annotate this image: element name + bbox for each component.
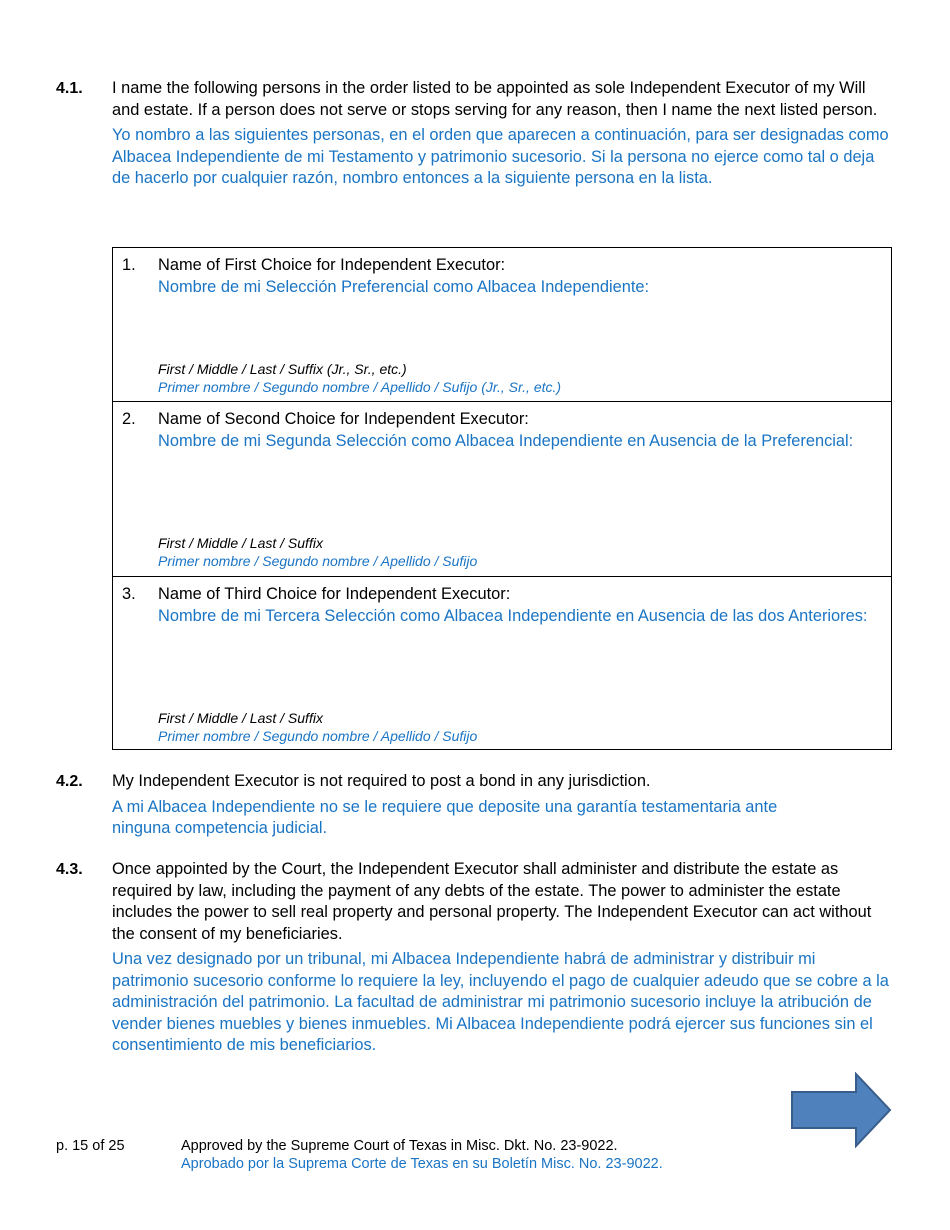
section-text-en: I name the following persons in the order listed to be appointed as sole Independent Executor of my Will and estate. If a person does not serve or stops serving for any reason, then I name the next listed person. [112,79,878,119]
section-text-es: A mi Albacea Independiente no se le requiere que deposite una garantía testamentaria ante ninguna competencia judicial. [112,797,778,837]
section-text-es: Una vez designado por un tribunal, mi Albacea Independiente habrá de administrar y distribuir mi patrimonio sucesorio conforme lo requiere la ley, incluyendo el pago de cualquier adeudo que se cobre a la administración del patrimonio. La facultad de administrar mi patrimonio sucesorio incluye la atribución de vender bienes muebles y bienes inmuebles. Mi Albacea Independiente podrá ejercer sus funciones sin el consentimiento de mis beneficiarios. [112,950,889,1054]
executor-label-en: Name of First Choice for Independent Executor: [158,256,506,274]
right-arrow-icon[interactable] [792,1074,890,1146]
executor-hint-es: Primer nombre / Segundo nombre / Apellido / Sufijo [158,553,478,569]
executor-hint-en: First / Middle / Last / Suffix [158,710,323,726]
executor-label-en: Name of Second Choice for Independent Executor: [158,410,529,428]
executor-row-3[interactable] [113,576,891,749]
executor-label-es: Nombre de mi Segunda Selección como Albacea Independiente en Ausencia de la Preferencial: [158,431,854,450]
executor-hint [158,534,477,570]
executor-row-label [158,255,883,298]
executor-label-en: Name of Third Choice for Independent Executor: [158,585,511,603]
executor-row-number: 1. [122,256,136,274]
executor-hint-en: First / Middle / Last / Suffix [158,535,323,551]
footer-approval-es: Aprobado por la Suprema Corte de Texas en su Boletín Misc. No. 23-9022. [181,1156,663,1172]
executor-row-label [158,409,883,452]
executor-hint [158,360,561,396]
section-4-1 [56,78,892,190]
footer-approval-en: Approved by the Supreme Court of Texas in Misc. Dkt. No. 23-9022. [181,1138,618,1154]
section-text-es: Yo nombro a las siguientes personas, en el orden que aparecen a continuación, para ser designadas como Albacea Independiente de mi Testamento y patrimonio sucesorio. Si la persona no ejerce como tal o deja de hacerlo por cualquier razón, nombro entonces a la siguiente persona en la lista. [112,126,889,187]
executor-hint-en: First / Middle / Last / Suffix (Jr., Sr., etc.) [158,361,407,377]
executor-hint-es: Primer nombre / Segundo nombre / Apellido / Sufijo (Jr., Sr., etc.) [158,379,562,395]
executor-label-es: Nombre de mi Tercera Selección como Albacea Independiente en Ausencia de las dos Anteriores: [158,606,868,625]
section-number: 4.3. [56,861,83,878]
section-4-2 [56,771,892,840]
executor-row-1[interactable] [113,248,891,401]
section-text-en: Once appointed by the Court, the Independent Executor shall administer and distribute the estate as required by law, including the payment of any debts of the estate. The power to administer the estate includes the power to sell real property and personal property. The Independent Executor can act without the consent of my beneficiaries. [112,860,872,943]
executor-row-2[interactable] [113,401,891,576]
executor-hint [158,709,477,745]
executor-table [112,247,892,750]
executor-row-number: 3. [122,585,136,603]
footer-approval [181,1137,663,1173]
executor-row-number: 2. [122,410,136,428]
page-number: p. 15 of 25 [56,1138,125,1154]
section-4-3 [56,859,892,1057]
next-page-button[interactable] [790,1072,894,1148]
executor-hint-es: Primer nombre / Segundo nombre / Apellido / Sufijo [158,728,478,744]
executor-row-label [158,584,883,627]
section-text-en: My Independent Executor is not required to post a bond in any jurisdiction. [112,772,651,790]
section-number: 4.2. [56,773,83,790]
section-number: 4.1. [56,80,83,97]
executor-label-es: Nombre de mi Selección Preferencial como Albacea Independiente: [158,277,650,296]
